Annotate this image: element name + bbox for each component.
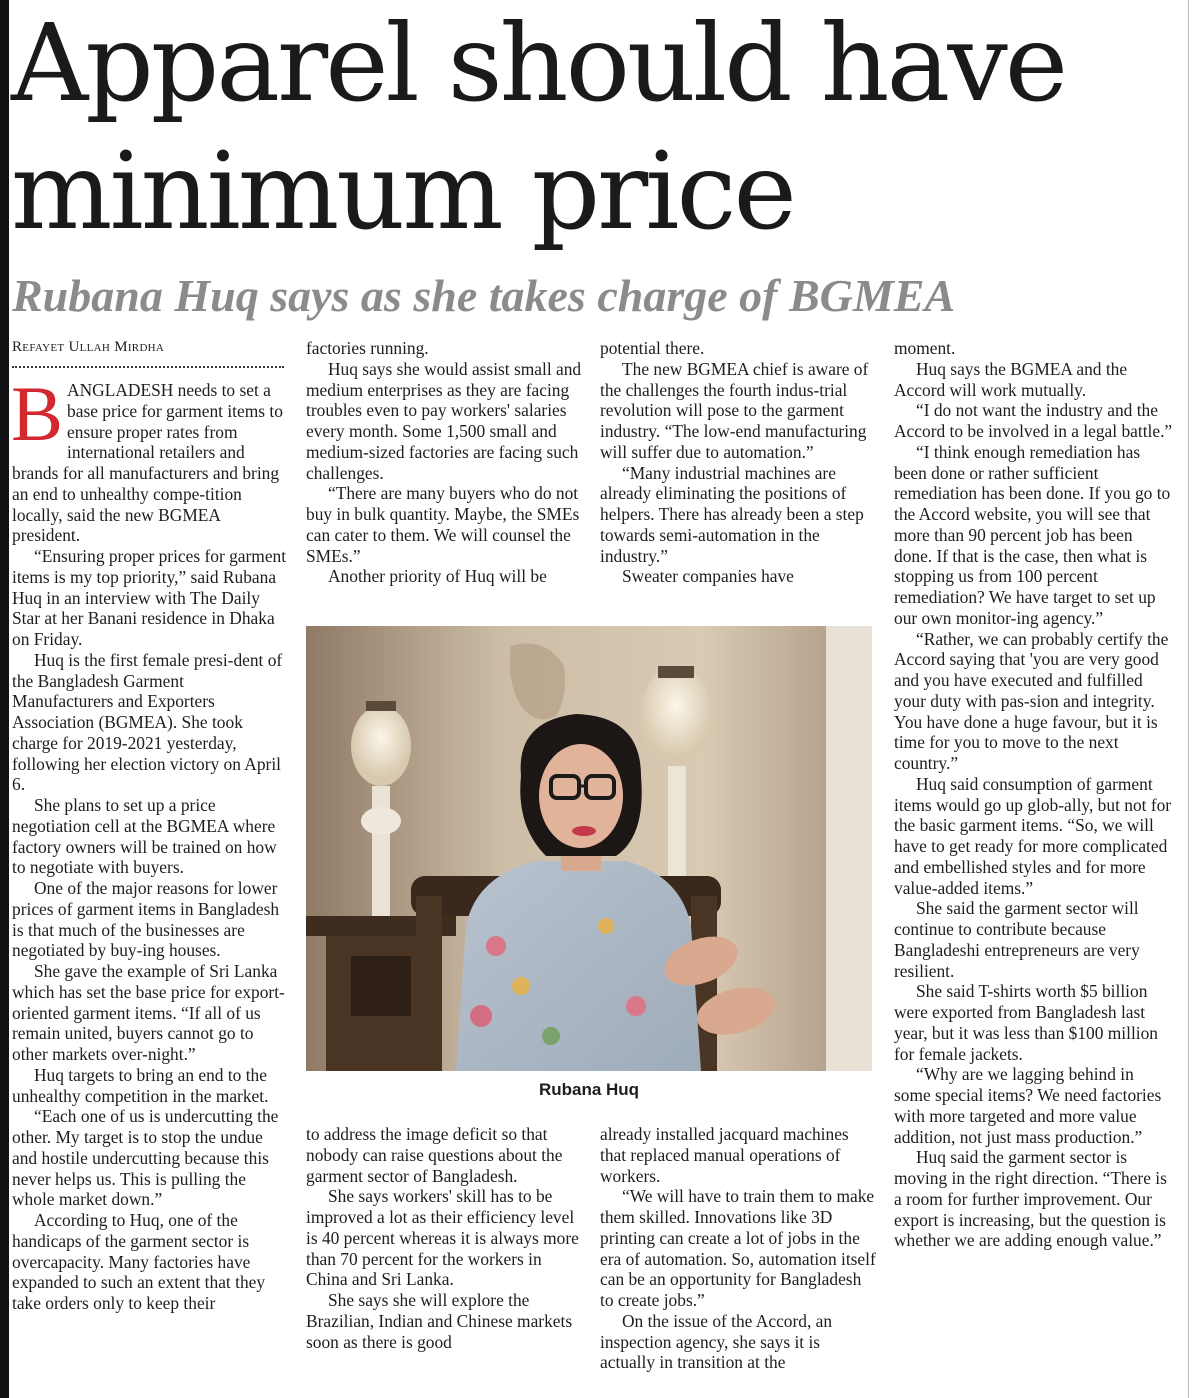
paragraph: potential there. bbox=[600, 338, 705, 358]
paragraph: Huq is the first female presi-dent of the Bangladesh Garment Manufacturers and Exporters Association (BGMEA). She took charge for 2019-2021 yesterday, following her election victory on April 6. bbox=[12, 649, 283, 795]
paragraph: Another priority of Huq will be bbox=[328, 566, 547, 587]
column-3-bottom bbox=[600, 1124, 876, 1373]
lead-paragraph-text: ANGLADESH needs to set a base price for garment items to ensure proper rates from international retailers and brands for all manufacturers and bring an end to unhealthy compe-tition locally, said the new BGMEA president. bbox=[12, 380, 283, 546]
paragraph: She said T-shirts worth $5 billion were exported from Bangladesh last year, but it was less than $100 million for female jackets. bbox=[894, 981, 1158, 1064]
paragraph: to address the image deficit so that nobody can raise questions about the garment sector of Bangladesh. bbox=[306, 1124, 563, 1186]
column-2-bottom bbox=[306, 1124, 582, 1352]
deck-subheadline: Rubana Huq says as she takes charge of BGMEA bbox=[12, 270, 956, 321]
paragraph: She gave the example of Sri Lanka which has set the base price for export-oriented garment items. “If all of us remain united, buyers cannot go to other markets over-night.” bbox=[12, 961, 285, 1064]
paragraph: “I think enough remediation has been done or rather sufficient remediation has been done. If you go to the Accord website, you will see that more than 90 percent job has been done. If that is the case, then what is stopping us from 100 percent remediation? We have target to set up our own monitor-ing agency.” bbox=[894, 441, 1171, 628]
paragraph: She says workers' skill has to be improved a lot as their efficiency level is 40 percent whereas it is always more than 70 percent for the workers in China and Sri Lanka. bbox=[306, 1186, 579, 1290]
paragraph: Huq targets to bring an end to the unhealthy competition in the market. bbox=[12, 1064, 269, 1106]
drop-cap: B bbox=[11, 370, 64, 457]
paragraph: She says she will explore the Brazilian, Indian and Chinese markets soon as there is good bbox=[306, 1290, 573, 1352]
paragraph: Huq says the BGMEA and the Accord will work mutually. bbox=[894, 358, 1128, 400]
paragraph: “Ensuring proper prices for garment items is my top priority,” said Rubana Huq in an interview with The Daily Star at her Banani residence in Dhaka on Friday. bbox=[12, 546, 287, 649]
paragraph: moment. bbox=[894, 338, 956, 358]
paragraph: “There are many buyers who do not buy in bulk quantity. Maybe, the SMEs can cater to them. We will counsel the SMEs.” bbox=[306, 483, 580, 566]
left-edge-bar bbox=[0, 0, 9, 1398]
paragraph: already installed jacquard machines that replaced manual operations of workers. bbox=[600, 1124, 849, 1186]
column-3-top bbox=[600, 338, 876, 587]
photo-illustration bbox=[306, 626, 872, 1071]
column-1 bbox=[11, 370, 288, 1314]
paragraph: Huq said consumption of garment items would go up glob-ally, but not for the basic garment items. “So, we will have to get ready for more complicated and embellished styles and for more value-added items.” bbox=[894, 773, 1172, 898]
paragraph: “We will have to train them to make them skilled. Innovations like 3D printing can create a lot of jobs in the era of automation. So, automation itself can be an opportunity for Bangladesh to create jobs.” bbox=[600, 1186, 876, 1310]
paragraph: She said the garment sector will continue to contribute because Bangladeshi entrepreneurs are very resilient. bbox=[894, 898, 1140, 981]
paragraph: Sweater companies have bbox=[622, 566, 794, 587]
column-4 bbox=[894, 338, 1174, 1251]
byline: Refayet Ullah Mirdha bbox=[12, 339, 165, 355]
paragraph: One of the major reasons for lower prices of garment items in Bangladesh is that much of the businesses are negotiated by buy-ing houses. bbox=[12, 878, 280, 961]
paragraph: “Each one of us is undercutting the other. My target is to stop the undue and hostile undercutting because this never helps us. This is pulling the whole market down.” bbox=[12, 1106, 279, 1210]
column-2-top bbox=[306, 338, 582, 587]
paragraph: On the issue of the Accord, an inspection agency, she says it is actually in transition at the bbox=[600, 1310, 833, 1373]
photo-caption: Rubana Huq bbox=[538, 1080, 640, 1099]
paragraph: Huq said the garment sector is moving in the right direction. “There is a room for further improvement. Our export is increasing, but the question is whether we are adding enough value.” bbox=[894, 1147, 1167, 1251]
paragraph: factories running. bbox=[306, 338, 429, 358]
byline-divider bbox=[12, 366, 284, 368]
article-photo bbox=[306, 626, 872, 1071]
paragraph: Huq says she would assist small and medium enterprises as they are facing troubles even to pay workers' salaries every month. Some 1,500 small and medium-sized factories are facing such challenges. bbox=[306, 358, 582, 483]
headline: Apparel should have minimum price bbox=[11, 2, 1066, 254]
lead-paragraph bbox=[11, 370, 288, 546]
paragraph: According to Huq, one of the handicaps of the garment sector is overcapacity. Many factories have expanded to such an extent that they take orders only to keep their bbox=[12, 1210, 266, 1313]
paragraph: The new BGMEA chief is aware of the challenges the fourth indus-trial revolution will pose to the garment industry. “The low-end manufacturing will suffer due to automation.” bbox=[600, 358, 869, 462]
paragraph: She plans to set up a price negotiation cell at the BGMEA where factory owners will be trained on how to negotiate with buyers. bbox=[12, 795, 277, 878]
paragraph: “Why are we lagging behind in some special items? We need factories with more targeted and more value addition, not just mass production.” bbox=[894, 1064, 1162, 1147]
paragraph: “I do not want the industry and the Accord to be involved in a legal battle.” bbox=[894, 400, 1173, 441]
paragraph: “Rather, we can probably certify the Accord saying that 'you are very good and you have executed and fulfilled your duty with pas-sion and integrity. You have done a huge favour, but it is time for you to move to the next country.” bbox=[894, 628, 1169, 773]
paragraph: “Many industrial machines are already eliminating the positions of helpers. There has already been a step towards semi-automation in the industry.” bbox=[600, 462, 864, 566]
